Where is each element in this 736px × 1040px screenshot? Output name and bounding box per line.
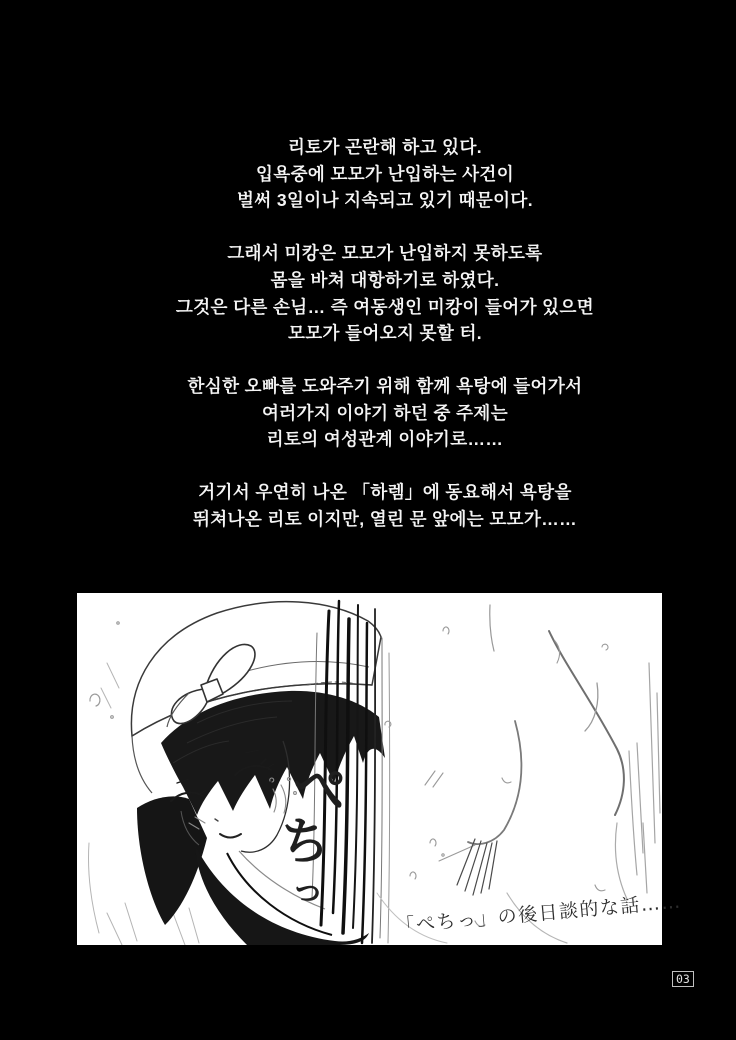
narration-line: 벌써 3일이나 지속되고 있기 때문이다. [236,190,534,211]
illustration-panel [77,593,683,945]
sketch-drawing-icon [77,593,662,945]
narration-line: 여러가지 이야기 하던 중 주제는 [261,402,508,423]
narration-text [34,134,736,558]
sfx-chi: ち [277,810,333,874]
narration-paragraph [34,134,736,214]
narration-line: 리토가 곤란해 하고 있다. [287,137,483,157]
sfx-pe: ぺ [287,751,354,824]
handwritten-caption: 「ぺちっ」の後日談的な話…… [394,890,683,938]
narration-line: 한심한 오빠를 도와주기 위해 함께 욕탕에 들어가서 [187,375,583,396]
page-number: 03 [672,971,694,987]
narration-paragraph [34,240,736,347]
narration-line: 뛰쳐나온 리토 이지만, 열린 문 앞에는 모모가…… [192,508,578,529]
narration-paragraph [34,373,736,453]
narration-line: 몸을 바쳐 대항하기로 하였다. [270,269,500,290]
narration-line: 리토의 여성관계 이야기로…… [266,429,504,450]
narration-line: 모모가 들어오지 못할 터. [287,323,483,344]
narration-line: 입욕중에 모모가 난입하는 사건이 [255,163,515,184]
narration-paragraph [34,479,736,532]
narration-line: 그것은 다른 손님… 즉 여동생인 미캉이 들어가 있으면 [175,296,595,317]
sfx-tsu: っ [287,867,329,913]
narration-line: 그래서 미캉은 모모가 난입하지 못하도록 [227,243,543,264]
narration-line: 거기서 우연히 나온 「하렘」에 동요해서 욕탕을 [198,482,572,503]
